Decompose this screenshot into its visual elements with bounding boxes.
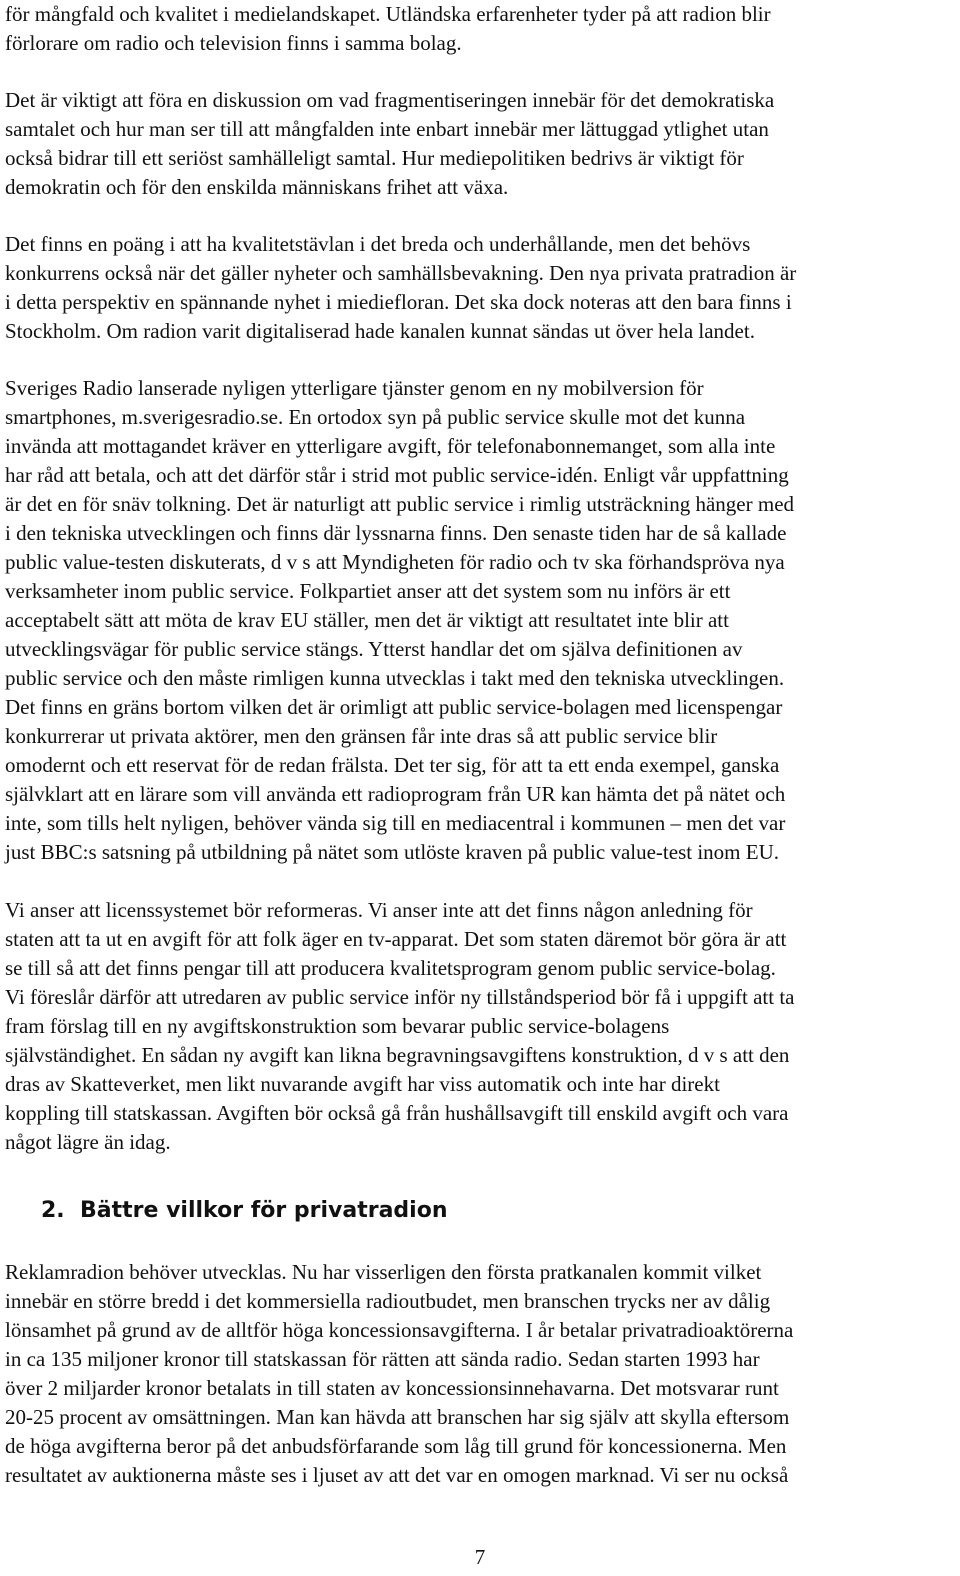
text-line: invända att mottagandet kräver en ytterligare avgift, för telefonabonnemanget, som alla inte [5,434,776,458]
text-line: utvecklingsvägar för public service stängs. Ytterst handlar det om själva definitionen av [5,637,743,661]
text-line: självklart att en lärare som vill använda ett radioprogram från UR kan hämta det på nätet och [5,782,786,806]
text-line: koppling till statskassan. Avgiften bör också gå från hushållsavgift till enskild avgift och vara [5,1101,789,1125]
text-line: Sveriges Radio lanserade nyligen ytterligare tjänster genom en ny mobilversion för [5,376,704,400]
text-line: över 2 miljarder kronor betalats in till staten av koncessionsinnehavarna. Det motsvarar runt [5,1376,779,1400]
section-heading-text: Bättre villkor för privatradion [80,1198,448,1223]
text-line: fram förslag till en ny avgiftskonstruktion som bevarar public service-bolagens [5,1014,670,1038]
text-line: Det är viktigt att föra en diskussion om vad fragmentiseringen innebär för det demokratiska [5,88,775,112]
text-line: Vi anser att licenssystemet bör reformeras. Vi anser inte att det finns någon anledning för [5,898,753,922]
text-line: Vi föreslår därför att utredaren av public service inför ny tillståndsperiod bör få i uppgift att ta [5,985,795,1009]
text-line: public service och den måste rimligen kunna utvecklas i takt med den tekniska utvecklingen. [5,666,785,690]
text-line: något lägre än idag. [5,1130,171,1154]
text-line: Det finns en gräns bortom vilken det är orimligt att public service-bolagen med licenspengar [5,695,783,719]
text-line: public value-testen diskuterats, d v s att Myndigheten för radio och tv ska förhandspröva nya [5,550,785,574]
text-line: självständighet. En sådan ny avgift kan likna begravningsavgiftens konstruktion, d v s att den [5,1043,790,1067]
text-line: Det finns en poäng i att ha kvalitetstävlan i det breda och underhållande, men det behövs [5,232,751,256]
text-line: också bidrar till ett seriöst samhälleligt samtal. Hur mediepolitiken bedrivs är viktigt för [5,146,744,170]
text-line: se till så att det finns pengar till att producera kvalitetsprogram genom public service-bolag. [5,956,776,980]
text-line: just BBC:s satsning på utbildning på nätet som utlöste kraven på public value-test inom EU. [5,840,779,864]
text-line: smartphones, m.sverigesradio.se. En ortodox syn på public service skulle mot det kunna [5,405,746,429]
text-line: resultatet av auktionerna måste ses i ljuset av att det var en omogen marknad. Vi ser nu också [5,1463,789,1487]
text-line: verksamheter inom public service. Folkpartiet anser att det system som nu införs är ett [5,579,731,603]
text-line: innebär en större bredd i det kommersiella radioutbudet, men branschen trycks ner av dålig [5,1289,771,1313]
text-line: är det en för snäv tolkning. Det är naturligt att public service i rimlig utsträckning hänger med [5,492,795,516]
text-line: Reklamradion behöver utvecklas. Nu har visserligen den första pratkanalen kommit vilket [5,1260,762,1284]
text-line: har råd att betala, och att det därför står i strid mot public service-idén. Enligt vår uppfattning [5,463,789,487]
text-line: lönsamhet på grund av de alltför höga koncessionsavgifterna. I år betalar privatradioaktörerna [5,1318,794,1342]
text-line: Stockholm. Om radion varit digitaliserad hade kanalen kunnat sändas ut över hela landet. [5,319,755,343]
text-line: acceptabelt sätt att möta de krav EU ställer, men det är viktigt att resultatet inte blir att [5,608,729,632]
text-line: i detta perspektiv en spännande nyhet i miediefloran. Det ska dock noteras att den bara finns i [5,290,792,314]
text-line: samtalet och hur man ser till att mångfalden inte enbart innebär mer lättuggad ytlighet utan [5,117,769,141]
text-line: in ca 135 miljoner kronor till statskassan för rätten att sända radio. Sedan starten 1993 har [5,1347,760,1371]
text-line: konkurrens också när det gäller nyheter och samhällsbevakning. Den nya privata pratradion är [5,261,797,285]
text-line: i den tekniska utvecklingen och finns där lyssnarna finns. Den senaste tiden har de så kallade [5,521,787,545]
text-line: konkurrerar ut privata aktörer, men den gränsen får inte dras så att public service blir [5,724,718,748]
text-line: förlorare om radio och television finns i samma bolag. [5,31,462,55]
text-line: 20-25 procent av omsättningen. Man kan hävda att branschen har sig själv att skylla eftersom [5,1405,790,1429]
section-heading-number: 2. [41,1198,65,1223]
section-heading [41,1196,448,1226]
text-line: omodernt och ett reservat för de redan frälsta. Det ter sig, för att ta ett enda exempel, ganska [5,753,780,777]
text-line: inte, som tills helt nyligen, behöver vända sig till en mediacentral i kommunen – men det var [5,811,786,835]
text-line: för mångfald och kvalitet i medielandskapet. Utländska erfarenheter tyder på att radion blir [5,2,771,26]
text-line: de höga avgifterna beror på det anbudsförfarande som låg till grund för koncessionerna. Men [5,1434,787,1458]
page-number: 7 [474,1545,486,1569]
text-line: staten att ta ut en avgift för att folk äger en tv-apparat. Det som staten däremot bör göra är att [5,927,787,951]
text-line: demokratin och för den enskilda människans frihet att växa. [5,175,509,199]
text-line: dras av Skatteverket, men likt nuvarande avgift har viss automatik och inte har direkt [5,1072,720,1096]
